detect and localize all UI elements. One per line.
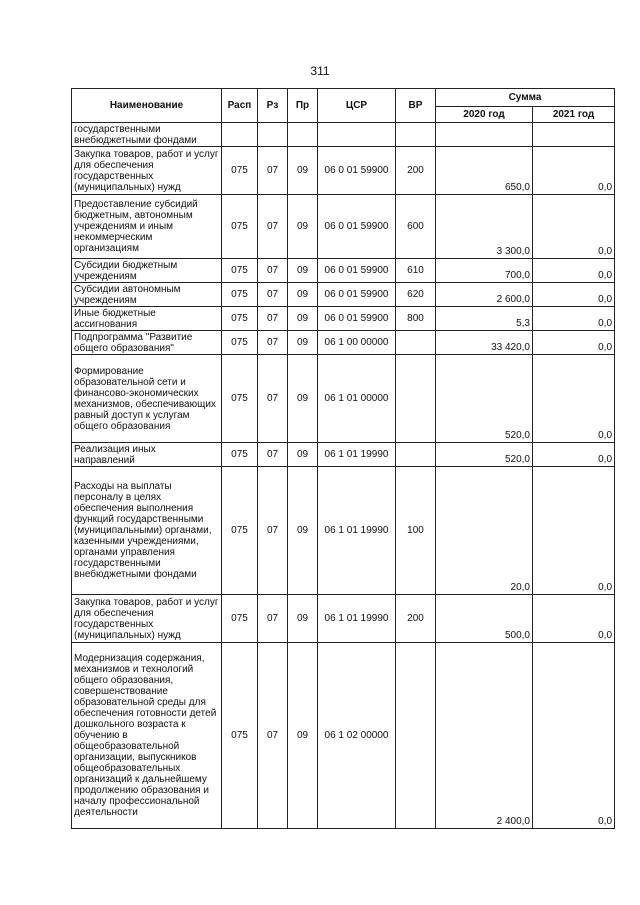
cell-rz: 07 bbox=[258, 283, 288, 307]
cell-rasp: 075 bbox=[222, 355, 258, 443]
cell-sum-2020: 33 420,0 bbox=[436, 331, 533, 355]
cell-pr: 09 bbox=[288, 643, 318, 829]
cell-vr: 200 bbox=[396, 595, 436, 643]
cell-vr bbox=[396, 643, 436, 829]
header-pr: Пр bbox=[288, 89, 318, 123]
cell-vr bbox=[396, 123, 436, 147]
cell-pr: 09 bbox=[288, 443, 318, 467]
cell-rasp: 075 bbox=[222, 283, 258, 307]
cell-csr: 06 0 01 59900 bbox=[318, 307, 396, 331]
header-vr: ВР bbox=[396, 89, 436, 123]
cell-csr: 06 0 01 59900 bbox=[318, 259, 396, 283]
cell-vr: 600 bbox=[396, 195, 436, 259]
header-rasp: Расп bbox=[222, 89, 258, 123]
cell-vr: 610 bbox=[396, 259, 436, 283]
cell-name: Субсидии автономным учреждениям bbox=[72, 283, 222, 307]
cell-pr: 09 bbox=[288, 331, 318, 355]
cell-csr bbox=[318, 123, 396, 147]
cell-rasp bbox=[222, 123, 258, 147]
cell-sum-2021: 0,0 bbox=[533, 443, 615, 467]
cell-rz: 07 bbox=[258, 307, 288, 331]
cell-pr: 09 bbox=[288, 195, 318, 259]
cell-pr: 09 bbox=[288, 467, 318, 595]
table-row bbox=[72, 643, 615, 829]
table-row bbox=[72, 443, 615, 467]
header-year-2020: 2020 год bbox=[436, 107, 533, 123]
cell-pr: 09 bbox=[288, 283, 318, 307]
cell-csr: 06 1 01 00000 bbox=[318, 355, 396, 443]
cell-name: Расходы на выплаты персоналу в целях обеспечения выполнения функций государственными (муниципальными) органами, казенными учреждениями, органами управления государственными внебюджетными фондами bbox=[72, 467, 222, 595]
cell-rz: 07 bbox=[258, 147, 288, 195]
table-row bbox=[72, 147, 615, 195]
cell-pr: 09 bbox=[288, 259, 318, 283]
cell-rasp: 075 bbox=[222, 643, 258, 829]
cell-sum-2020: 700,0 bbox=[436, 259, 533, 283]
cell-pr: 09 bbox=[288, 307, 318, 331]
cell-vr bbox=[396, 355, 436, 443]
cell-rasp: 075 bbox=[222, 331, 258, 355]
header-name: Наименование bbox=[72, 89, 222, 123]
cell-vr: 200 bbox=[396, 147, 436, 195]
cell-sum-2020 bbox=[436, 123, 533, 147]
table-row bbox=[72, 331, 615, 355]
cell-pr: 09 bbox=[288, 595, 318, 643]
cell-sum-2021: 0,0 bbox=[533, 331, 615, 355]
cell-sum-2021: 0,0 bbox=[533, 467, 615, 595]
header-sum: Сумма bbox=[436, 89, 615, 107]
table-row bbox=[72, 307, 615, 331]
cell-pr: 09 bbox=[288, 147, 318, 195]
cell-sum-2020: 20,0 bbox=[436, 467, 533, 595]
cell-pr: 09 bbox=[288, 355, 318, 443]
page-number: 311 bbox=[310, 64, 330, 78]
cell-rz bbox=[258, 123, 288, 147]
cell-sum-2020: 2 600,0 bbox=[436, 283, 533, 307]
cell-sum-2021: 0,0 bbox=[533, 307, 615, 331]
cell-sum-2021: 0,0 bbox=[533, 355, 615, 443]
cell-sum-2020: 520,0 bbox=[436, 355, 533, 443]
cell-rasp: 075 bbox=[222, 259, 258, 283]
cell-rasp: 075 bbox=[222, 467, 258, 595]
cell-rz: 07 bbox=[258, 643, 288, 829]
cell-sum-2021: 0,0 bbox=[533, 147, 615, 195]
cell-sum-2020: 5,3 bbox=[436, 307, 533, 331]
table-row bbox=[72, 595, 615, 643]
cell-rz: 07 bbox=[258, 595, 288, 643]
cell-csr: 06 1 02 00000 bbox=[318, 643, 396, 829]
cell-sum-2021: 0,0 bbox=[533, 595, 615, 643]
cell-vr bbox=[396, 443, 436, 467]
cell-name: Предоставление субсидий бюджетным, автономным учреждениям и иным некоммерческим организациям bbox=[72, 195, 222, 259]
cell-csr: 06 0 01 59900 bbox=[318, 283, 396, 307]
cell-csr: 06 0 01 59900 bbox=[318, 195, 396, 259]
cell-vr: 800 bbox=[396, 307, 436, 331]
cell-rz: 07 bbox=[258, 195, 288, 259]
table-row bbox=[72, 355, 615, 443]
cell-sum-2021: 0,0 bbox=[533, 195, 615, 259]
cell-name: Субсидии бюджетным учреждениям bbox=[72, 259, 222, 283]
cell-name: Подпрограмма "Развитие общего образования" bbox=[72, 331, 222, 355]
cell-sum-2020: 3 300,0 bbox=[436, 195, 533, 259]
cell-name: Закупка товаров, работ и услуг для обеспечения государственных (муниципальных) нужд bbox=[72, 595, 222, 643]
cell-rasp: 075 bbox=[222, 307, 258, 331]
cell-rz: 07 bbox=[258, 443, 288, 467]
cell-pr bbox=[288, 123, 318, 147]
cell-sum-2021: 0,0 bbox=[533, 283, 615, 307]
cell-sum-2021: 0,0 bbox=[533, 259, 615, 283]
cell-name: Иные бюджетные ассигнования bbox=[72, 307, 222, 331]
cell-sum-2020: 650,0 bbox=[436, 147, 533, 195]
cell-name: Реализация иных направлений bbox=[72, 443, 222, 467]
cell-rz: 07 bbox=[258, 259, 288, 283]
cell-name: государственными внебюджетными фондами bbox=[72, 123, 222, 147]
cell-sum-2020: 500,0 bbox=[436, 595, 533, 643]
cell-rz: 07 bbox=[258, 331, 288, 355]
cell-vr bbox=[396, 331, 436, 355]
cell-rasp: 075 bbox=[222, 195, 258, 259]
header-csr: ЦСР bbox=[318, 89, 396, 123]
table-row bbox=[72, 467, 615, 595]
cell-csr: 06 1 01 19990 bbox=[318, 467, 396, 595]
cell-name: Формирование образовательной сети и финансово-экономических механизмов, обеспечивающих равный доступ к услугам общего образования bbox=[72, 355, 222, 443]
cell-sum-2020: 520,0 bbox=[436, 443, 533, 467]
budget-table bbox=[71, 88, 615, 829]
cell-sum-2021: 0,0 bbox=[533, 643, 615, 829]
cell-vr: 100 bbox=[396, 467, 436, 595]
cell-csr: 06 1 00 00000 bbox=[318, 331, 396, 355]
cell-rasp: 075 bbox=[222, 147, 258, 195]
cell-sum-2021 bbox=[533, 123, 615, 147]
header-rz: Рз bbox=[258, 89, 288, 123]
header-year-2021: 2021 год bbox=[533, 107, 615, 123]
table-row bbox=[72, 283, 615, 307]
cell-rz: 07 bbox=[258, 355, 288, 443]
cell-rasp: 075 bbox=[222, 595, 258, 643]
table-row bbox=[72, 259, 615, 283]
cell-csr: 06 1 01 19990 bbox=[318, 595, 396, 643]
table-body bbox=[72, 123, 615, 829]
cell-name: Закупка товаров, работ и услуг для обеспечения государственных (муниципальных) нужд bbox=[72, 147, 222, 195]
cell-sum-2020: 2 400,0 bbox=[436, 643, 533, 829]
cell-csr: 06 1 01 19990 bbox=[318, 443, 396, 467]
table-row bbox=[72, 195, 615, 259]
cell-rasp: 075 bbox=[222, 443, 258, 467]
cell-csr: 06 0 01 59900 bbox=[318, 147, 396, 195]
cell-vr: 620 bbox=[396, 283, 436, 307]
cell-rz: 07 bbox=[258, 467, 288, 595]
cell-name: Модернизация содержания, механизмов и технологий общего образования, совершенствование образовательной среды для обеспечения готовности детей дошкольного возраста к обучению в общеобразовательной организации, выпускников общеобразовательных организаций к дальнейшему продолжению образования и началу профессиональной деятельности bbox=[72, 643, 222, 829]
table-row bbox=[72, 123, 615, 147]
